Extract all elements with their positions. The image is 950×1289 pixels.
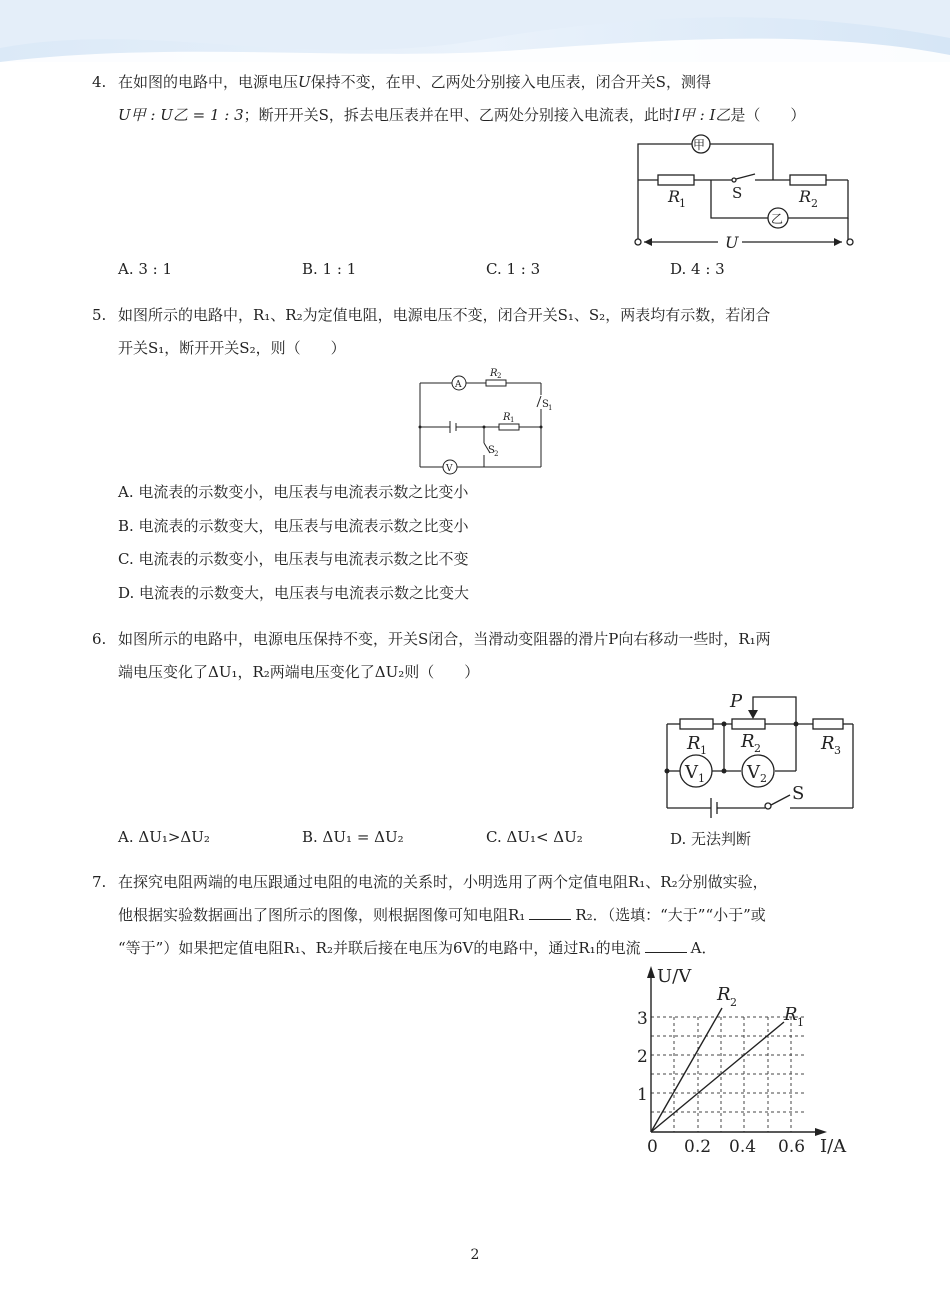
r2-label: R [490,368,498,379]
question-text-line-2: 他根据实验数据画出了图所示的图像，则根据图像可知电阻R₁ R₂．（选填：“大于”“小于”或 [118,906,766,924]
current-ratio: I甲 : I乙 [673,106,731,124]
r3-label: R [821,733,835,754]
q4-option-a[interactable]: A. 3 : 1 [118,260,173,278]
y-tick-label: 3 [637,1009,648,1029]
q6-option-c[interactable]: C. ΔU₁< ΔU₂ [486,828,583,846]
r1-label: R [503,412,511,423]
r2-line-label: R [717,984,731,1005]
question-text-line-2: 开关S₁，断开开关S₂，则（ ） [118,339,346,357]
q5-option-b[interactable]: B. 电流表的示数变大，电压表与电流表示数之比变小 [118,516,469,535]
origin-label: 0 [647,1137,658,1157]
svg-text:1: 1 [510,416,515,424]
x-tick-label: 0.2 [684,1137,712,1157]
q5-circuit-diagram [412,363,552,473]
slider-p-label: P [730,691,743,712]
x-tick-label: 0.6 [778,1137,806,1157]
question-number: 5. [92,306,107,324]
svg-text:3: 3 [834,744,841,757]
q4-circuit-diagram [630,132,860,252]
y-axis-label: U/V [657,966,692,987]
q6-option-b[interactable]: B. ΔU₁ = ΔU₂ [302,828,404,846]
svg-text:1: 1 [698,772,705,785]
switch-label: S [732,184,743,202]
voltage-u-label: U [725,233,739,252]
svg-text:2: 2 [754,742,761,755]
r2-label: R [741,731,755,752]
v2-label: V [747,762,760,783]
q4-option-c[interactable]: C. 1 : 3 [486,260,541,278]
q6-circuit-diagram [660,688,860,823]
answer-blank-1[interactable] [529,905,571,920]
svg-text:2: 2 [494,450,499,458]
svg-text:2: 2 [760,772,767,785]
q4-option-d[interactable]: D. 4 : 3 [670,260,725,278]
q5-option-d[interactable]: D. 电流表的示数变大，电压表与电流表示数之比变大 [118,583,470,602]
r1-label: R [687,733,701,754]
question-text-line-1: 如图所示的电路中，R₁、R₂为定值电阻，电源电压不变，闭合开关S₁、S₂，两表均有示数，若闭合 [118,306,771,324]
y-tick-label: 2 [637,1047,648,1067]
voltmeter-label: V [446,464,453,474]
v1-label: V [685,762,698,783]
svg-text:2: 2 [497,372,502,380]
question-text-line-1: 在探究电阻两端的电压跟通过电阻的电流的关系时，小明选用了两个定值电阻R₁、R₂分别做实验， [118,873,768,891]
r1-line-label: R [784,1004,798,1025]
x-axis-label: I/A [820,1136,847,1157]
page-number: 2 [470,1247,480,1263]
y-tick-label: 1 [637,1085,648,1105]
question-text-line-2: U甲 : U乙 = 1 : 3；断开开关S，拆去电压表并在甲、乙两处分别接入电流表，此时I甲 : I乙是（ ） [118,106,806,124]
svg-text:1: 1 [548,404,553,412]
ammeter-label: A [455,380,462,390]
r2-label: R [799,187,812,206]
svg-text:1: 1 [700,744,707,757]
q6-option-d[interactable]: D. 无法判断 [670,830,752,848]
question-number: 4. [92,73,107,91]
question-number: 7. [92,873,107,891]
q5-option-c[interactable]: C. 电流表的示数变小，电压表与电流表示数之比不变 [118,550,469,568]
meter-yi-label: 乙 [771,212,784,226]
q5-options [118,476,469,610]
svg-text:1: 1 [797,1016,804,1029]
question-number: 6. [92,630,107,648]
answer-blank-2[interactable] [645,938,687,953]
svg-text:2: 2 [811,197,818,210]
q7-u-i-graph [630,962,860,1162]
question-text-line-2: 端电压变化了ΔU₁，R₂两端电压变化了ΔU₂则（ ） [118,663,480,681]
s1-label: S [542,399,549,410]
q5-option-a[interactable]: A. 电流表的示数变小，电压表与电流表示数之比变小 [118,483,469,501]
r1-label: R [668,187,681,206]
svg-text:2: 2 [730,996,737,1009]
x-tick-label: 0.4 [729,1137,757,1157]
q6-option-a[interactable]: A. ΔU₁>ΔU₂ [118,828,210,846]
voltage-ratio: U甲 : U乙 = 1 : 3 [118,106,244,124]
svg-text:1: 1 [679,197,686,210]
question-text-line-1: 如图所示的电路中，电源电压保持不变，开关S闭合，当滑动变阻器的滑片P向右移动一些时，R₁两 [118,630,771,648]
switch-label: S [792,783,805,804]
question-text-line-3: “等于”）如果把定值电阻R₁、R₂并联后接在电压为6V的电路中，通过R₁的电流 A． [118,939,717,957]
q4-option-b[interactable]: B. 1 : 1 [302,260,357,278]
meter-jia-label: 甲 [693,138,706,152]
header-banner [0,0,950,62]
s2-label: S [488,445,495,456]
question-text-line-1: 在如图的电路中，电源电压U保持不变，在甲、乙两处分别接入电压表，闭合开关S，测得 [118,73,711,91]
